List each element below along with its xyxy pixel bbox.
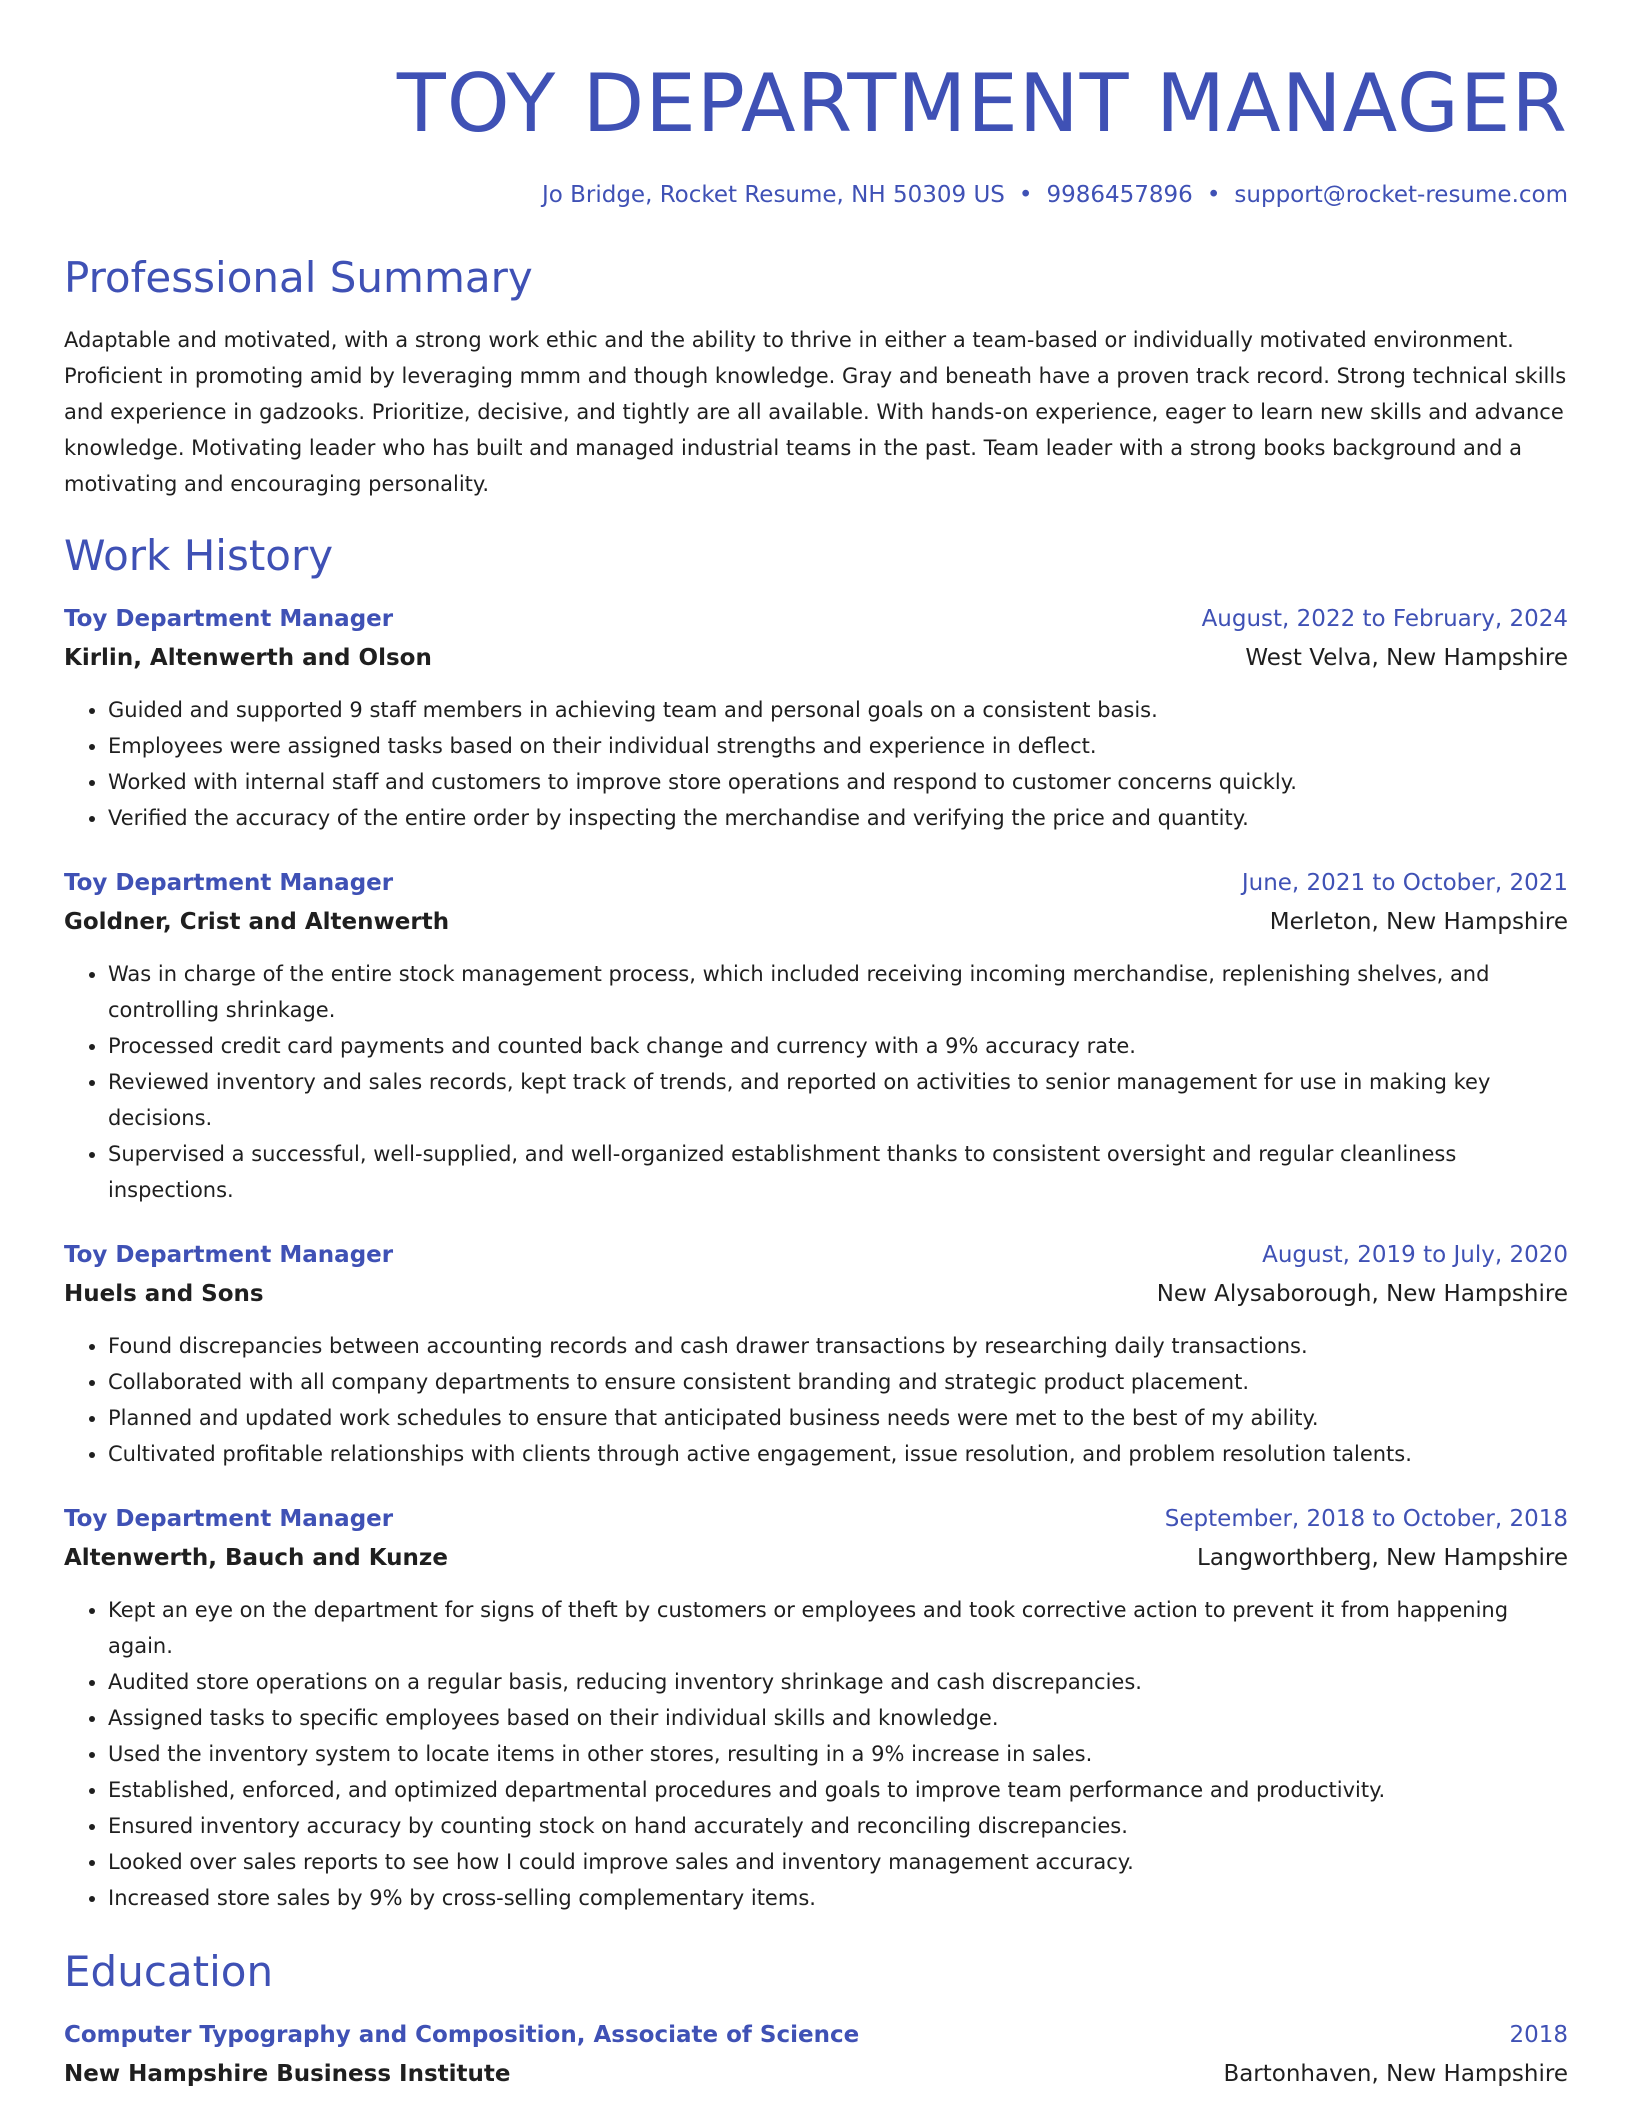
- job-bullet: • Worked with internal staff and customers to improve store operations and respond to customer concerns quickly.: [108, 764, 1568, 800]
- job-bullet: • Increased store sales by 9% by cross-selling complementary items.: [108, 1880, 1568, 1916]
- job-company: Huels and Sons: [64, 1281, 264, 1307]
- job-entry: [64, 1500, 1568, 1916]
- education-entry: [64, 2016, 1568, 2094]
- job-bullet: • Employees were assigned tasks based on their individual strengths and experience in deflect.: [108, 728, 1568, 764]
- contact-separator: •: [1018, 182, 1033, 208]
- job-dates: August, 2019 to July, 2020: [1262, 1242, 1568, 1268]
- contact-separator: •: [1206, 182, 1221, 208]
- job-bullet: • Collaborated with all company departments to ensure consistent branding and strategic product placement.: [108, 1364, 1568, 1400]
- job-company: Kirlin, Altenwerth and Olson: [64, 645, 432, 671]
- job-location: New Alysaborough, New Hampshire: [1156, 1281, 1568, 1307]
- summary-heading: Professional Summary: [64, 253, 533, 302]
- job-dates: August, 2022 to February, 2024: [1201, 606, 1568, 632]
- job-location: West Velva, New Hampshire: [1245, 645, 1568, 671]
- job-bullet: • Planned and updated work schedules to ensure that anticipated business needs were met to the best of my ability.: [108, 1400, 1568, 1436]
- work-history-heading: Work History: [64, 531, 334, 580]
- job-bullet: • Assigned tasks to specific employees based on their individual skills and knowledge.: [108, 1700, 1568, 1736]
- resume-header: [64, 56, 1568, 208]
- job-bullets: [64, 1328, 1568, 1472]
- job-bullets: [64, 1592, 1568, 1916]
- job-bullet: • Guided and supported 9 staff members in achieving team and personal goals on a consistent basis.: [108, 692, 1568, 728]
- job-bullet: • Used the inventory system to locate items in other stores, resulting in a 9% increase in sales.: [108, 1736, 1568, 1772]
- job-bullet: • Verified the accuracy of the entire order by inspecting the merchandise and verifying the price and quantity.: [108, 800, 1568, 836]
- job-entry: [64, 1236, 1568, 1472]
- job-bullets: [64, 692, 1568, 836]
- job-bullet: • Cultivated profitable relationships with clients through active engagement, issue resolution, and problem resolution talents.: [108, 1436, 1568, 1472]
- job-position: Toy Department Manager: [64, 606, 394, 632]
- summary-text: Adaptable and motivated, with a strong work ethic and the ability to thrive in either a team-based or individually motivated environment. Proficient in promoting amid by leveraging mmm and though knowledge. Gray and beneath have a proven track record. Strong technical skills and experience in gadzooks. Prioritize, decisive, and tightly are all available. With hands-on experience, eager to learn new skills and advance knowledge. Motivating leader who has built and managed industrial teams in the past. Team leader with a strong books background and a motivating and encouraging personality.: [64, 328, 1567, 496]
- job-bullet: • Kept an eye on the department for signs of theft by customers or employees and took corrective action to prevent it from happening again.: [108, 1592, 1568, 1664]
- job-dates: September, 2018 to October, 2018: [1164, 1506, 1568, 1532]
- job-position: Toy Department Manager: [64, 1506, 394, 1532]
- job-bullet: • Ensured inventory accuracy by counting stock on hand accurately and reconciling discrepancies.: [108, 1808, 1568, 1844]
- job-bullet: • Established, enforced, and optimized departmental procedures and goals to improve team performance and productivity.: [108, 1772, 1568, 1808]
- job-bullet: • Processed credit card payments and counted back change and currency with a 9% accuracy rate.: [108, 1028, 1568, 1064]
- job-location: Langworthberg, New Hampshire: [1197, 1545, 1568, 1571]
- job-title-heading: TOY DEPARTMENT MANAGER: [396, 57, 1568, 150]
- contact-phone: 9986457896: [1046, 182, 1193, 208]
- job-bullet: • Supervised a successful, well-supplied, and well-organized establishment thanks to consistent oversight and regular cleanliness inspections.: [108, 1136, 1568, 1208]
- job-entry: [64, 864, 1568, 1208]
- contact-line: [64, 182, 1568, 208]
- job-position: Toy Department Manager: [64, 870, 394, 896]
- job-company: Goldner, Crist and Altenwerth: [64, 909, 450, 935]
- job-bullet: • Found discrepancies between accounting records and cash drawer transactions by researching daily transactions.: [108, 1328, 1568, 1364]
- education-degree: Computer Typography and Composition, Associate of Science: [64, 2022, 860, 2048]
- job-position: Toy Department Manager: [64, 1242, 394, 1268]
- education-heading: Education: [64, 1947, 274, 1996]
- job-company: Altenwerth, Bauch and Kunze: [64, 1545, 448, 1571]
- education-location: Bartonhaven, New Hampshire: [1223, 2061, 1568, 2087]
- job-bullet: • Audited store operations on a regular basis, reducing inventory shrinkage and cash discrepancies.: [108, 1664, 1568, 1700]
- job-bullet: • Was in charge of the entire stock management process, which included receiving incoming merchandise, replenishing shelves, and controlling shrinkage.: [108, 956, 1568, 1028]
- job-location: Merleton, New Hampshire: [1269, 909, 1568, 935]
- education-year: 2018: [1509, 2022, 1568, 2048]
- job-dates: June, 2021 to October, 2021: [1241, 870, 1568, 896]
- contact-address: Jo Bridge, Rocket Resume, NH 50309 US: [541, 182, 1005, 208]
- work-history-list: [64, 600, 1568, 1916]
- job-entry: [64, 600, 1568, 836]
- job-bullets: [64, 956, 1568, 1208]
- job-bullet: • Looked over sales reports to see how I could improve sales and inventory management accuracy.: [108, 1844, 1568, 1880]
- contact-email[interactable]: support@rocket-resume.com: [1234, 182, 1568, 208]
- job-bullet: • Reviewed inventory and sales records, kept track of trends, and reported on activities to senior management for use in making key decisions.: [108, 1064, 1568, 1136]
- education-school: New Hampshire Business Institute: [64, 2061, 511, 2087]
